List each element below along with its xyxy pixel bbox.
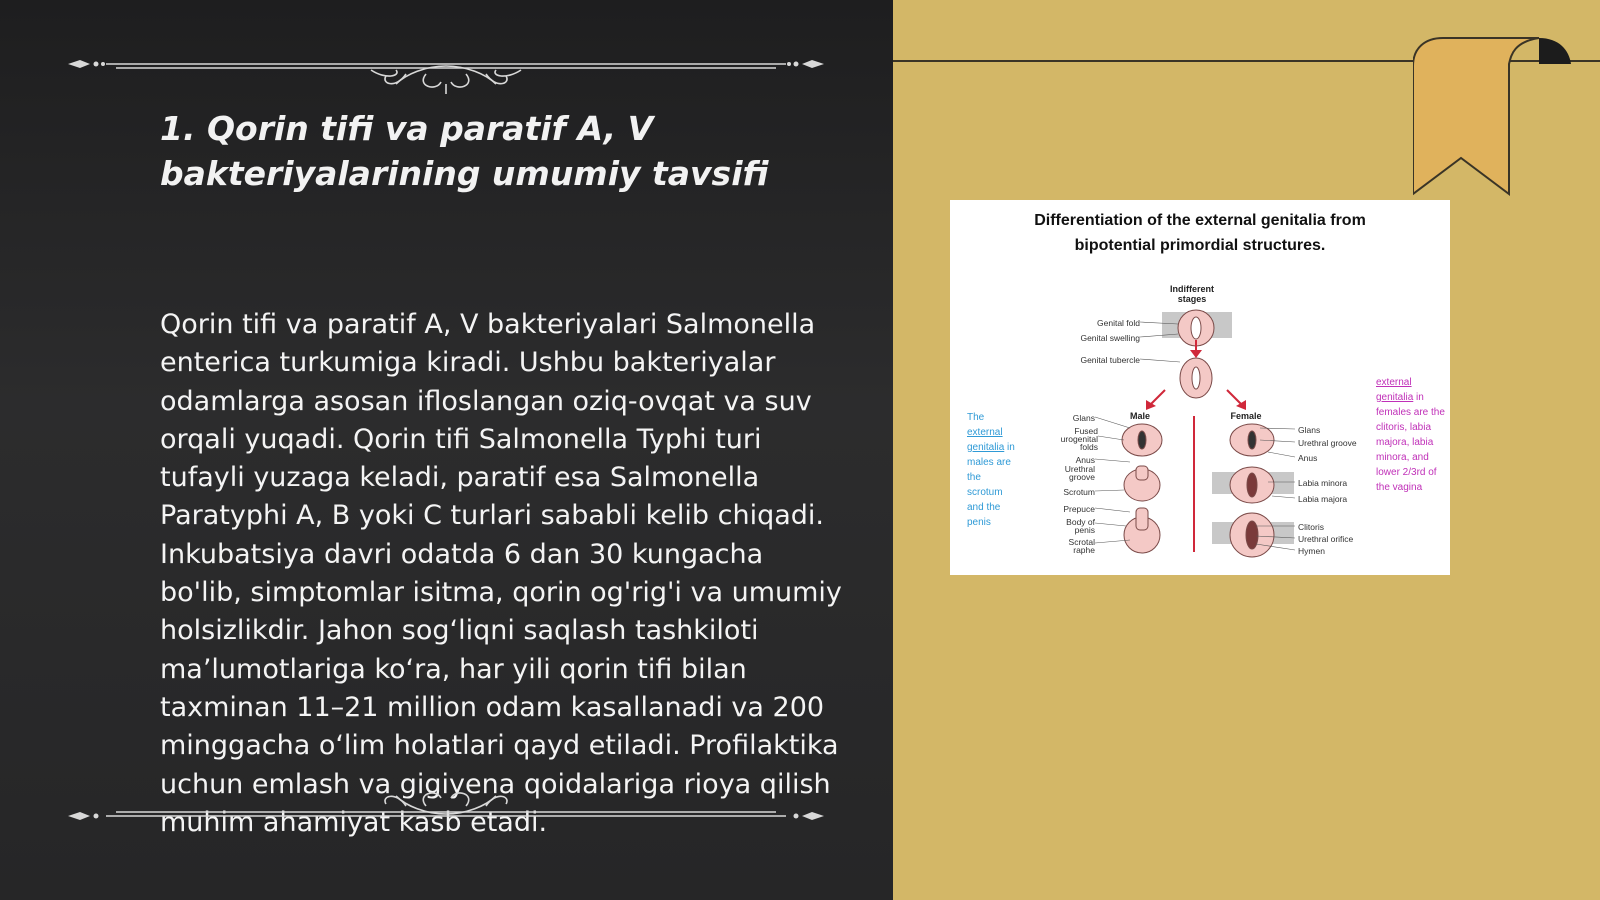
female-note-link[interactable]: external genitalia [1376,377,1414,403]
genitalia-differentiation-figure [950,200,1450,575]
label-labia-minora: Labia minora [1298,478,1348,488]
bottom-ornament-divider [66,788,826,838]
label-hymen: Hymen [1298,546,1325,556]
label-genital-fold: Genital fold [1097,318,1140,328]
female-genitalia-note [1376,375,1446,495]
male-note-text: in males are the scrotum and the penis [967,442,1015,528]
male-heading: Male [1129,411,1150,421]
top-ornament-divider [66,44,826,94]
label-scrotum: Scrotum [1063,487,1095,497]
slide-title: 1. Qorin tifi va paratif A, V bakteriyalarining umumiy tavsifi [160,109,769,193]
female-heading: Female [1230,411,1262,421]
slide-body-text: Qorin tifi va paratif A, V bakteriyalari Salmonella enterica turkumiga kiradi. Ushbu bakteriyalar odamlarga asosan ifloslangan oziq-ovqat va suv orqali yuqadi. Qorin tifi Salmonella Typhi turi tufayli yuzaga keladi, paratif esa Salmonella Paratyphi A, B yoki C turlari sababli kelib chiqadi. Inkubatsiya davri odatda 6 dan 30 kungacha bo'lib, simptomlar isitma, qorin og'rig'i va umumiy holsizlikdir. Jahon sog‘liqni saqlash tashkiloti ma’lumotlariga ko‘ra, har yili qorin tifi bilan taxminan 11–21 million odam kasallanadi va 200 minggacha o‘lim holatlari qayd etiladi. Profilaktika uchun emlash va gigiyena qoidalariga rioya qilish muhim ahamiyat kasb etadi. [160,309,842,838]
label-male-anus: Anus [1075,455,1095,465]
label-fused-urogenital-folds: Fused urogenital folds [1060,426,1098,452]
female-note-text: in females are the clitoris, labia majora, labia minora, and lower 2/3rd of the vagina [1376,392,1445,493]
figure-title-line-2: bipotential primordial structures. [1074,237,1326,254]
bookmark-ribbon [1413,36,1571,198]
indifferent-stages-label: Indifferent stages [1170,284,1214,304]
male-note-link[interactable]: external genitalia [967,427,1005,453]
label-labia-majora: Labia majora [1298,494,1348,504]
label-prepuce: Prepuce [1063,504,1095,514]
anatomy-drawings [950,200,1450,575]
male-genitalia-note [967,410,1017,530]
label-genital-tubercle: Genital tubercle [1080,355,1140,365]
label-body-of-penis: Body of penis [1066,517,1095,535]
label-male-urethral-groove: Urethral groove [1064,464,1095,482]
label-clitoris: Clitoris [1298,522,1324,532]
label-male-glans: Glans [1072,413,1095,423]
label-scrotal-raphe: Scrotal raphe [1068,537,1095,555]
figure-title-line-1: Differentiation of the external genitalia from [1034,212,1366,229]
label-genital-swelling: Genital swelling [1080,333,1140,343]
label-female-urethral-groove: Urethral groove [1298,438,1357,448]
label-female-anus: Anus [1298,453,1318,463]
label-urethral-orifice: Urethral orifice [1298,534,1354,544]
male-note-prefix: The [967,412,985,423]
label-female-glans: Glans [1298,425,1321,435]
